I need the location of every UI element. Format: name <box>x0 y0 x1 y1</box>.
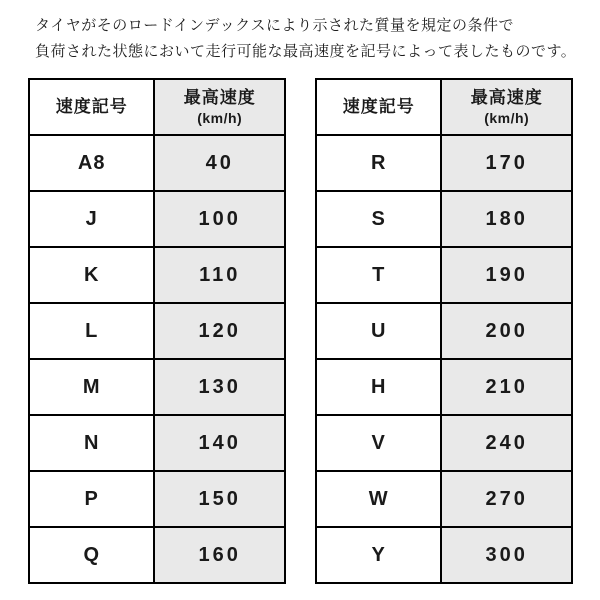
symbol-column-header: 速度記号 <box>316 79 441 135</box>
speed-symbol-cell: L <box>29 303 154 359</box>
speed-rating-tables <box>28 78 573 584</box>
table-row <box>316 135 572 191</box>
header-row <box>316 79 572 135</box>
max-speed-cell: 240 <box>441 415 572 471</box>
max-speed-cell: 140 <box>154 415 285 471</box>
table-row <box>29 471 285 527</box>
max-speed-cell: 200 <box>441 303 572 359</box>
page <box>0 13 600 600</box>
speed-symbol-cell: A8 <box>29 135 154 191</box>
table-row <box>316 191 572 247</box>
table-row <box>29 415 285 471</box>
table-row <box>316 247 572 303</box>
max-speed-cell: 130 <box>154 359 285 415</box>
max-speed-header-unit: (km/h) <box>484 109 530 126</box>
table-row <box>29 303 285 359</box>
max-speed-cell: 40 <box>154 135 285 191</box>
max-speed-cell: 300 <box>441 527 572 583</box>
table-row <box>316 359 572 415</box>
table-row <box>29 247 285 303</box>
max-speed-cell: 110 <box>154 247 285 303</box>
intro-text <box>35 13 580 65</box>
max-speed-cell: 190 <box>441 247 572 303</box>
speed-symbol-cell: P <box>29 471 154 527</box>
max-speed-header-label: 最高速度 <box>470 88 543 108</box>
max-speed-column-header <box>154 79 285 135</box>
max-speed-cell: 180 <box>441 191 572 247</box>
max-speed-cell: 100 <box>154 191 285 247</box>
table-body <box>316 135 572 583</box>
max-speed-cell: 170 <box>441 135 572 191</box>
table-row <box>316 303 572 359</box>
table-row <box>316 471 572 527</box>
max-speed-cell: 120 <box>154 303 285 359</box>
table-header <box>29 79 285 135</box>
max-speed-cell: 160 <box>154 527 285 583</box>
speed-symbol-cell: Y <box>316 527 441 583</box>
speed-symbol-cell: S <box>316 191 441 247</box>
table-row <box>316 415 572 471</box>
speed-table-left <box>28 78 286 584</box>
max-speed-cell: 210 <box>441 359 572 415</box>
speed-symbol-cell: Q <box>29 527 154 583</box>
table-row <box>29 359 285 415</box>
table-header <box>316 79 572 135</box>
table-row <box>29 135 285 191</box>
speed-symbol-cell: K <box>29 247 154 303</box>
max-speed-column-header <box>441 79 572 135</box>
table-row <box>316 527 572 583</box>
max-speed-header-unit: (km/h) <box>197 109 243 126</box>
speed-symbol-cell: N <box>29 415 154 471</box>
max-speed-header-label: 最高速度 <box>183 88 256 108</box>
speed-symbol-cell: U <box>316 303 441 359</box>
speed-symbol-cell: J <box>29 191 154 247</box>
max-speed-cell: 270 <box>441 471 572 527</box>
speed-table-right <box>315 78 573 584</box>
speed-symbol-cell: M <box>29 359 154 415</box>
intro-line-2: 負荷された状態において走行可能な最高速度を記号によって表したものです。 <box>35 43 577 60</box>
speed-symbol-cell: H <box>316 359 441 415</box>
table-row <box>29 191 285 247</box>
symbol-column-header: 速度記号 <box>29 79 154 135</box>
table-body <box>29 135 285 583</box>
speed-symbol-cell: R <box>316 135 441 191</box>
intro-line-1: タイヤがそのロードインデックスにより示された質量を規定の条件で <box>35 17 515 34</box>
header-row <box>29 79 285 135</box>
max-speed-cell: 150 <box>154 471 285 527</box>
speed-symbol-cell: T <box>316 247 441 303</box>
speed-symbol-cell: W <box>316 471 441 527</box>
speed-symbol-cell: V <box>316 415 441 471</box>
table-row <box>29 527 285 583</box>
